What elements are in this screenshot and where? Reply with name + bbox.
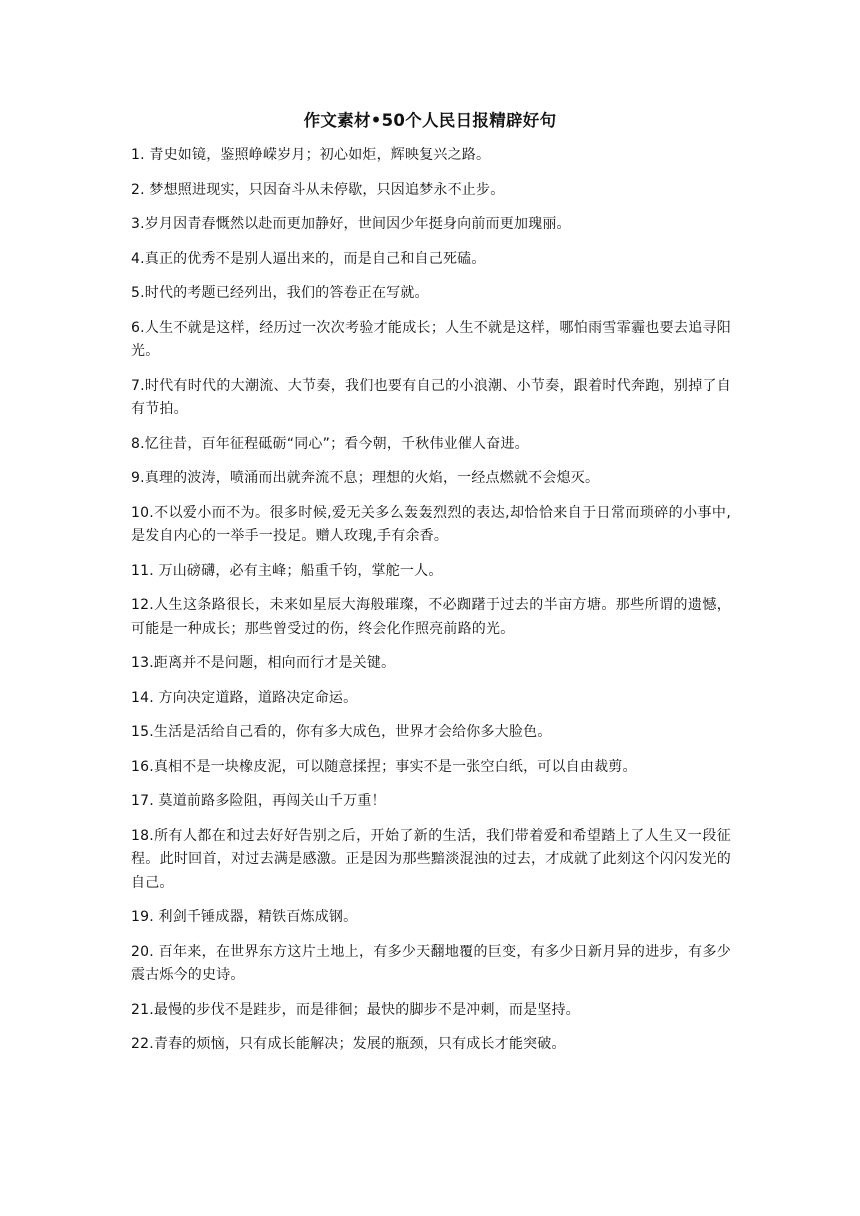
quote-item-6: 6.人生不就是这样，经历过一次次考验才能成长；人生不就是这样，哪怕雨雪霏霾也要去追寻阳光。: [131, 319, 731, 359]
quote-item-1: 1. 青史如镜，鉴照峥嵘岁月；初心如炬，辉映复兴之路。: [131, 147, 491, 163]
quote-item-20: 20. 百年来，在世界东方这片土地上，有多少天翻地覆的巨变，有多少日新月异的进步，有多少震古烁今的史诗。: [131, 943, 731, 983]
quote-item-9: 9.真理的波涛，喷涌而出就奔流不息；理想的火焰，一经点燃就不会熄灭。: [131, 470, 600, 486]
quote-item-10: 10.不以爱小而不为。很多时候,爱无关多么轰轰烈烈的表达,却恰恰来自于日常而琐碎的小事中,是发自内心的一举手一投足。赠人玫瑰,手有余香。: [131, 504, 731, 544]
quote-item-18: 18.所有人都在和过去好好告别之后，开始了新的生活，我们带着爱和希望踏上了人生又一段征程。此时回首，对过去满是感激。正是因为那些黯淡混浊的过去，才成就了此刻这个闪闪发光的自己。: [131, 827, 731, 891]
quote-item-11: 11. 万山磅礴，必有主峰；船重千钧，掌舵一人。: [131, 562, 443, 579]
quote-item-21: 21.最慢的步伐不是跬步，而是徘徊；最快的脚步不是冲刺，而是坚持。: [131, 1001, 580, 1018]
quote-item-16: 16.真相不是一块橡皮泥，可以随意揉捏；事实不是一张空白纸，可以自由裁剪。: [131, 758, 637, 775]
quote-item-22: 22.青春的烦恼，只有成长能解决；发展的瓶颈，只有成长才能突破。: [131, 1036, 566, 1052]
quote-item-12: 12.人生这条路很长，未来如星辰大海般璀璨，不必踟躇于过去的半亩方塘。那些所谓的遗憾，可能是一种成长；那些曾受过的伤，终会化作照亮前路的光。: [131, 597, 731, 637]
document-title: 作文素材•50个人民日报精辟好句: [303, 111, 557, 130]
quote-item-17: 17. 莫道前路多险阻，再闯关山千万重！: [131, 793, 386, 809]
quote-item-2: 2. 梦想照进现实，只因奋斗从未停歇，只因追梦永不止步。: [131, 181, 505, 198]
quote-item-14: 14. 方向决定道路，道路决定命运。: [131, 689, 358, 706]
quote-item-19: 19. 利剑千锤成器，精铁百炼成钢。: [131, 909, 358, 925]
quote-item-3: 3.岁月因青春慨然以赴而更加静好，世间因少年挺身向前而更加瑰丽。: [131, 216, 571, 232]
quote-item-13: 13.距离并不是问题，相向而行才是关键。: [131, 655, 396, 671]
quote-list: [131, 144, 731, 1068]
quote-item-8: 8.忆往昔，百年征程砥砺“同心”；看今朝，千秋伟业催人奋进。: [131, 435, 529, 452]
quote-item-4: 4.真正的优秀不是别人逼出来的，而是自己和自己死磕。: [131, 250, 486, 267]
quote-item-15: 15.生活是活给自己看的，你有多大成色，世界才会给你多大脸色。: [131, 724, 552, 740]
quote-item-5: 5.时代的考题已经列出，我们的答卷正在写就。: [131, 285, 429, 301]
quote-item-7: 7.时代有时代的大潮流、大节奏，我们也要有自己的小浪潮、小节奏，跟着时代奔跑，别掉了自有节拍。: [131, 377, 731, 417]
